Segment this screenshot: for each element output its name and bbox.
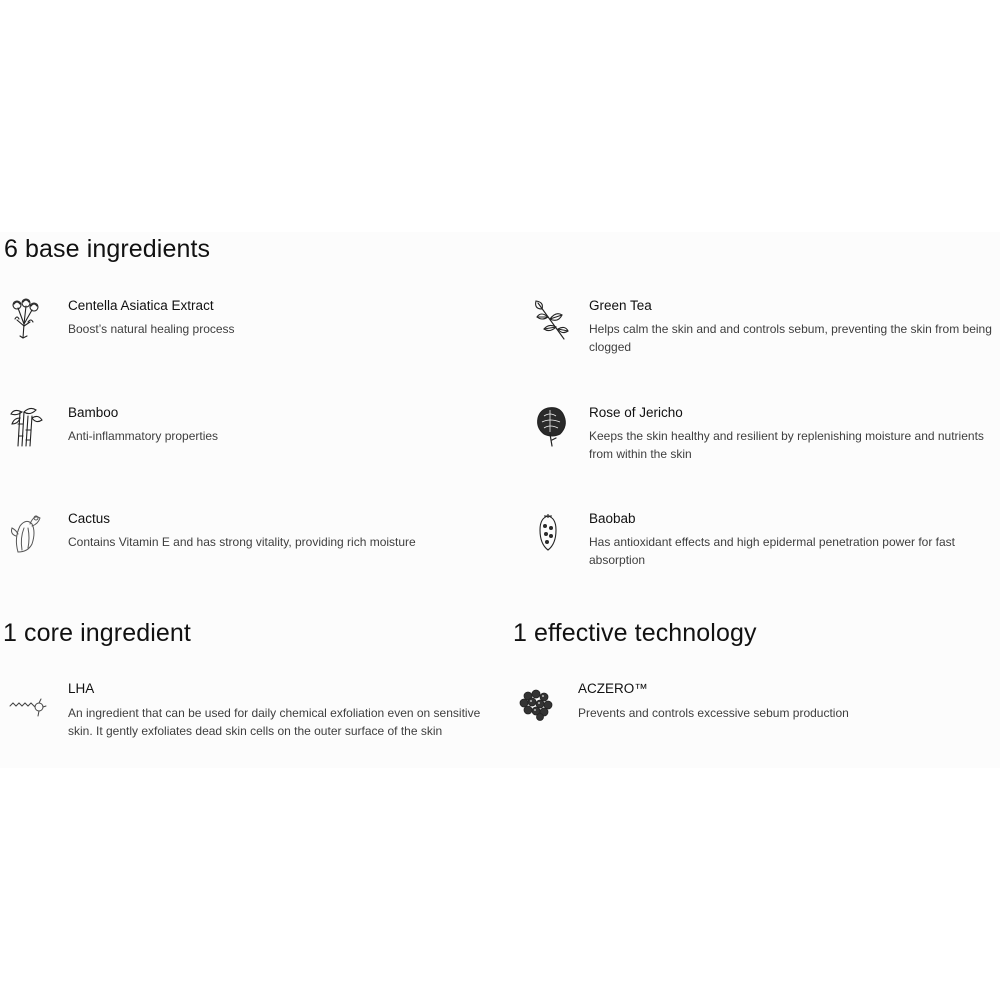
rose-of-jericho-icon bbox=[530, 404, 570, 448]
ingredient-name: ACZERO™ bbox=[578, 681, 648, 696]
lha-molecule-icon bbox=[8, 686, 48, 730]
centella-icon bbox=[6, 296, 46, 340]
ingredient-name: Cactus bbox=[68, 511, 111, 526]
ingredient-description: Anti-inflammatory properties bbox=[68, 429, 219, 443]
ingredient-description: Contains Vitamin E and has strong vitality, providing rich moisture bbox=[68, 535, 416, 549]
ingredient-description: Boost’s natural healing process bbox=[68, 322, 235, 336]
core-ingredient-heading: 1 core ingredient bbox=[3, 619, 191, 647]
ingredient-description: Has antioxidant effects and high epidermal penetration power for fast absorption bbox=[589, 535, 955, 567]
ingredient-name: Green Tea bbox=[589, 298, 652, 313]
aczero-icon bbox=[516, 686, 556, 730]
ingredient-name: Rose of Jericho bbox=[589, 405, 683, 420]
ingredient-name: Baobab bbox=[589, 511, 636, 526]
ingredient-name: LHA bbox=[68, 681, 95, 696]
baobab-icon bbox=[530, 512, 570, 556]
ingredient-description: Keeps the skin healthy and resilient by replenishing moisture and nutrients from within the skin bbox=[589, 429, 984, 461]
ingredient-name: Centella Asiatica Extract bbox=[68, 298, 214, 313]
ingredient-description: An ingredient that can be used for daily chemical exfoliation even on sensitive skin. It gently exfoliates dead skin cells on the outer surface of the skin bbox=[68, 706, 481, 738]
ingredient-description: Helps calm the skin and and controls sebum, preventing the skin from being clogged bbox=[589, 322, 992, 354]
ingredient-description: Prevents and controls excessive sebum production bbox=[578, 706, 849, 720]
bamboo-icon bbox=[8, 404, 48, 448]
effective-technology-heading: 1 effective technology bbox=[513, 619, 757, 647]
base-ingredients-heading: 6 base ingredients bbox=[4, 235, 211, 263]
cactus-icon bbox=[6, 512, 46, 556]
green-tea-icon bbox=[530, 297, 570, 341]
ingredient-name: Bamboo bbox=[68, 405, 119, 420]
